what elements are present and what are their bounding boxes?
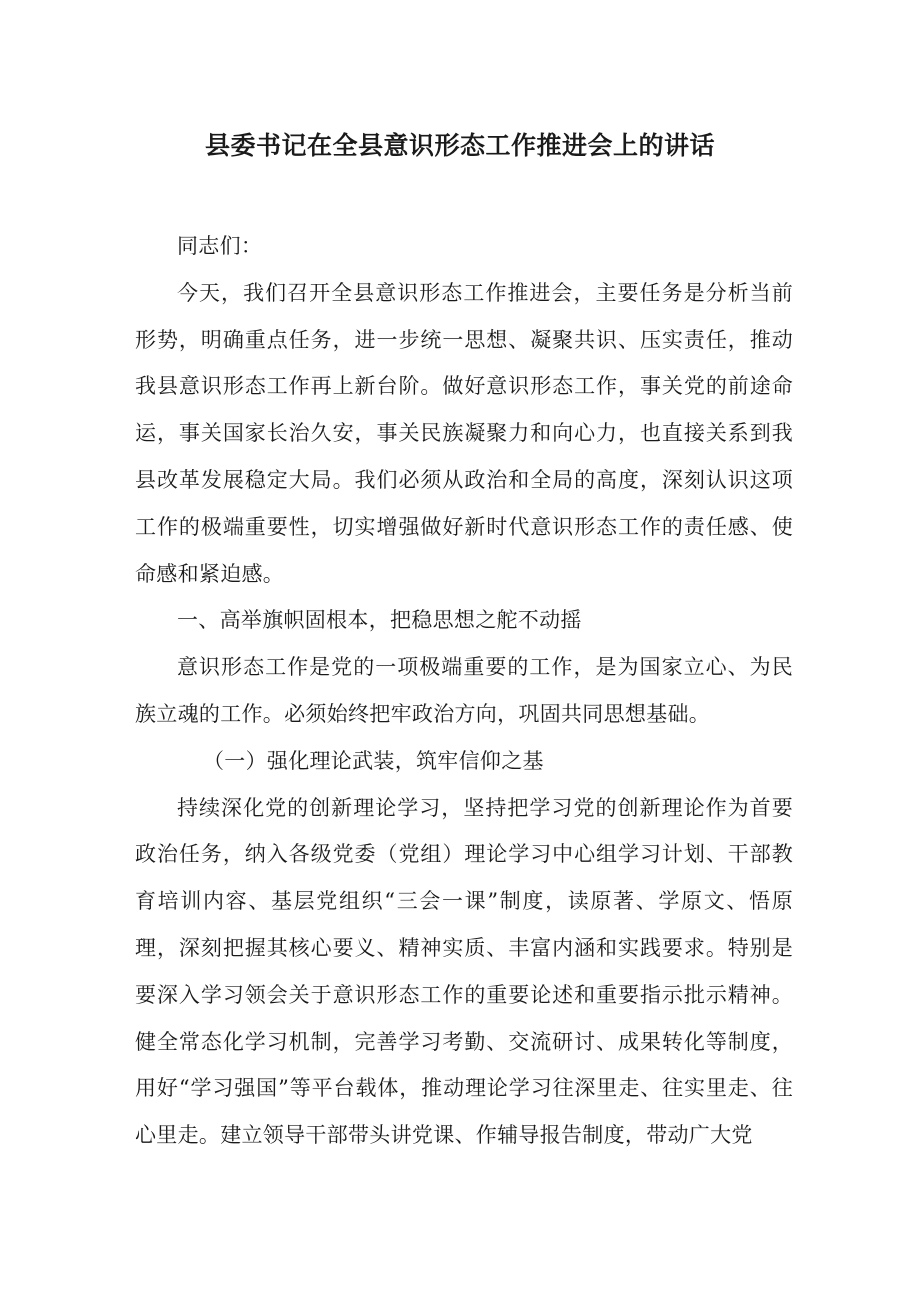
- body-paragraph: 今天，我们召开全县意识形态工作推进会，主要任务是分析当前形势，明确重点任务，进一步统一思想、凝聚共识、压实责任，推动我县意识形态工作再上新台阶。做好意识形态工作，事关党的前途命运，事关国家长治久安，事关民族凝聚力和向心力，也直接关系到我县改革发展稳定大局。我们必须从政治和全局的高度，深刻认识这项工作的极端重要性，切实增强做好新时代意识形态工作的责任感、使命感和紧迫感。: [135, 280, 793, 586]
- section-heading: 一、高举旗帜固根本，把稳思想之舵不动摇: [177, 608, 582, 633]
- subsection-heading: （一）强化理论武装，筑牢信仰之基: [203, 748, 544, 773]
- salutation: 同志们：: [177, 234, 263, 258]
- body-paragraph: 意识形态工作是党的一项极端重要的工作，是为国家立心、为民族立魂的工作。必须始终把牢政治方向，巩固共同思想基础。: [135, 655, 793, 726]
- body-paragraph: 持续深化党的创新理论学习，坚持把学习党的创新理论作为首要政治任务，纳入各级党委（党组）理论学习中心组学习计划、干部教育培训内容、基层党组织“三会一课”制度，读原著、学原文、悟原理，深刻把握其核心要义、精神实质、丰富内涵和实践要求。特别是要深入学习领会关于意识形态工作的重要论述和重要指示批示精神。健全常态化学习机制，完善学习考勤、交流研讨、成果转化等制度，用好“学习强国”等平台载体，推动理论学习往深里走、往实里走、往心里走。建立领导干部带头讲党课、作辅导报告制度，带动广大党: [135, 795, 793, 1148]
- document-title: 县委书记在全县意识形态工作推进会上的讲话: [204, 131, 715, 160]
- document-body: [135, 223, 793, 1159]
